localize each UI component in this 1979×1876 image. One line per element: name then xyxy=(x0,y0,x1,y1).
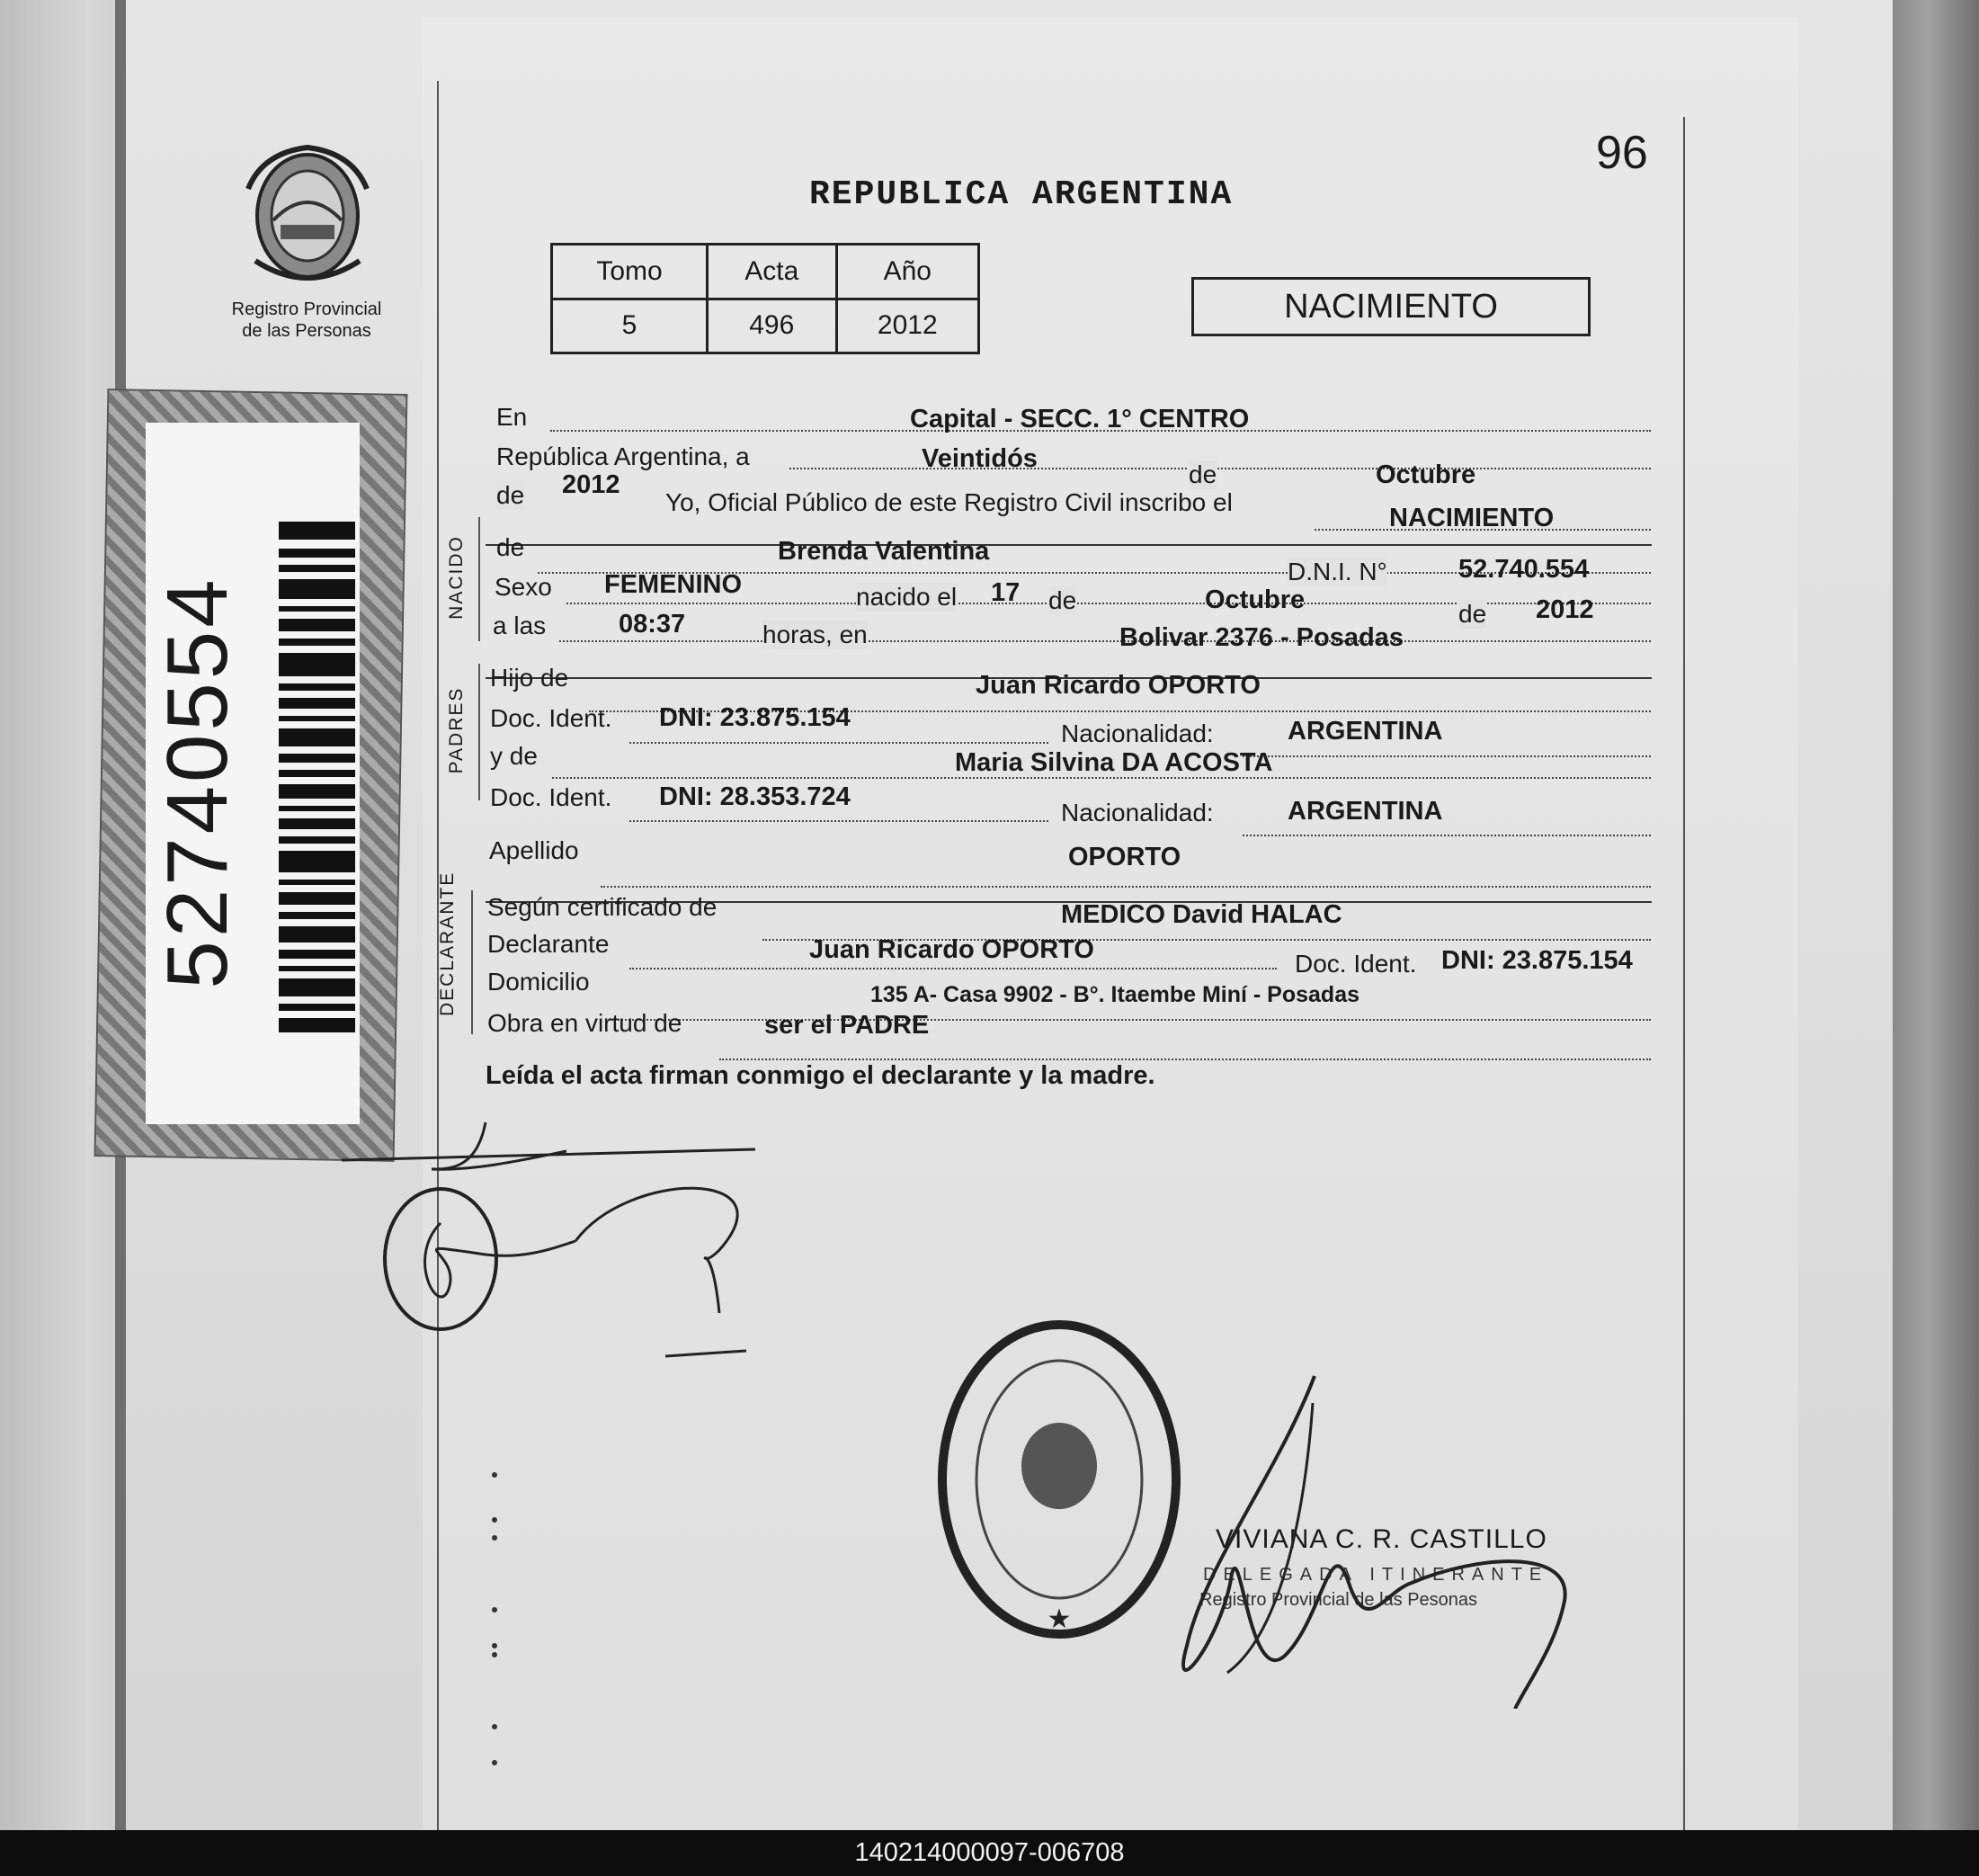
value-mother-nationality: ARGENTINA xyxy=(1288,797,1443,826)
dotted-line-mother-nat xyxy=(1243,835,1651,836)
value-year: 2012 xyxy=(562,470,620,499)
act-type-box: NACIMIENTO xyxy=(1191,277,1591,336)
dotted-line-obra xyxy=(719,1059,1651,1060)
label-declarante: Declarante xyxy=(487,930,610,958)
separator-line-1 xyxy=(486,544,1652,546)
label-de-month: de xyxy=(1189,460,1217,488)
handwritten-signatures xyxy=(342,1115,773,1367)
value-inscribo: NACIMIENTO xyxy=(1389,504,1555,532)
label-hijo-de: Hijo de xyxy=(490,664,569,692)
dotted-line-father-doc xyxy=(629,742,1048,744)
label-horas-en: horas, en xyxy=(762,621,868,648)
barcode-number: 52740554 xyxy=(149,576,245,989)
official-signature xyxy=(1169,1367,1582,1709)
label-y-de: y de xyxy=(490,742,538,770)
declarante-bracket xyxy=(471,890,473,1034)
label-doc-ident-mother: Doc. Ident. xyxy=(490,783,612,811)
label-domicilio: Domicilio xyxy=(487,968,590,996)
value-dni: 52.740.554 xyxy=(1458,555,1590,584)
label-republica: República Argentina, a xyxy=(496,442,750,470)
label-de-birth-year: de xyxy=(1458,600,1487,628)
dotted-line-sexo xyxy=(566,603,1651,604)
section-label-padres: PADRES xyxy=(446,686,467,774)
footer-document-code: 140214000097-006708 xyxy=(854,1838,1125,1867)
form-right-border xyxy=(1683,117,1685,1830)
value-birth-day: 17 xyxy=(991,578,1021,607)
registry-line-2: de las Personas xyxy=(242,321,371,341)
volume-table xyxy=(550,243,980,354)
svg-text:★: ★ xyxy=(1047,1604,1072,1635)
table-header-tomo: Tomo xyxy=(552,245,708,299)
value-birth-month: Octubre xyxy=(1205,585,1306,614)
background-right-margin xyxy=(1893,0,1979,1830)
label-apellido: Apellido xyxy=(489,836,579,864)
official-office: Registro Provincial de las Pesonas xyxy=(1199,1590,1478,1610)
value-place: Capital - SECC. 1° CENTRO xyxy=(910,405,1250,433)
label-doc-ident-declarante: Doc. Ident. xyxy=(1295,950,1417,978)
label-nacido-el: nacido el xyxy=(856,583,958,611)
value-day: Veintidós xyxy=(922,444,1038,473)
table-value-acta: 496 xyxy=(708,299,837,353)
label-segun-certificado: Según certificado de xyxy=(487,893,718,921)
registry-line-1: Registro Provincial xyxy=(231,299,382,319)
value-birth-year: 2012 xyxy=(1536,595,1594,624)
dotted-line-date xyxy=(789,468,1651,469)
page-number: 96 xyxy=(1596,127,1648,179)
label-dni: D.N.I. N° xyxy=(1288,558,1387,585)
value-month: Octubre xyxy=(1376,460,1476,489)
label-nacionalidad-mother: Nacionalidad: xyxy=(1061,799,1214,826)
barcode-bars xyxy=(279,522,355,1039)
label-nacionalidad-father: Nacionalidad: xyxy=(1061,719,1214,747)
label-de-name: de xyxy=(496,533,525,561)
label-yo-oficial: Yo, Oficial Público de este Registro Civil inscribo el xyxy=(665,488,1233,516)
label-en: En xyxy=(496,403,528,431)
dotted-line-father-nat xyxy=(1243,755,1651,757)
value-birth-place: Bolivar 2376 - Posadas xyxy=(1119,623,1404,652)
table-header-acta: Acta xyxy=(708,245,837,299)
value-domicilio: 135 A- Casa 9902 - B°. Itaembe Miní - Posadas xyxy=(870,982,1360,1007)
value-child-name: Brenda Valentina xyxy=(778,537,990,566)
label-a-las: a las xyxy=(493,612,547,639)
dotted-line-declarante xyxy=(629,968,1277,969)
value-mother-name: Maria Silvina DA ACOSTA xyxy=(955,748,1273,777)
value-father-nationality: ARGENTINA xyxy=(1288,717,1443,746)
value-obra: ser el PADRE xyxy=(764,1011,930,1040)
value-father-doc: DNI: 23.875.154 xyxy=(659,703,851,732)
value-birth-time: 08:37 xyxy=(619,610,686,639)
value-sexo: FEMENINO xyxy=(604,570,743,599)
closing-statement: Leída el acta firman conmigo el declarante y la madre. xyxy=(486,1061,1155,1090)
official-round-stamp xyxy=(933,1318,1185,1646)
dotted-line-time xyxy=(559,640,1651,642)
value-declarante: Juan Ricardo OPORTO xyxy=(809,935,1094,964)
official-title: DELEGADA ITINERANTE xyxy=(1203,1565,1549,1585)
value-father-name: Juan Ricardo OPORTO xyxy=(976,671,1261,700)
value-declarante-doc: DNI: 23.875.154 xyxy=(1441,946,1633,975)
table-value-ano: 2012 xyxy=(836,299,978,353)
country-title: REPUBLICA ARGENTINA xyxy=(809,175,1234,214)
registry-name xyxy=(212,299,401,342)
label-de-birth-month: de xyxy=(1048,586,1077,614)
value-certificado: MEDICO David HALAC xyxy=(1061,900,1342,929)
label-de-year: de xyxy=(496,481,525,509)
label-sexo: Sexo xyxy=(495,573,552,601)
value-apellido: OPORTO xyxy=(1068,843,1181,871)
official-name: VIVIANA C. R. CASTILLO xyxy=(1216,1524,1547,1554)
margin-marks xyxy=(486,1466,513,1790)
table-header-ano: Año xyxy=(836,245,978,299)
padres-bracket xyxy=(478,664,480,800)
label-obra-en-virtud: Obra en virtud de xyxy=(487,1009,682,1037)
dotted-line-apellido xyxy=(601,886,1651,888)
label-doc-ident-father: Doc. Ident. xyxy=(490,704,612,732)
nacido-bracket xyxy=(478,517,480,641)
section-label-declarante: DECLARANTE xyxy=(437,871,458,1016)
misiones-coat-of-arms-logo xyxy=(236,135,379,292)
table-value-tomo: 5 xyxy=(552,299,708,353)
section-label-nacido: NACIDO xyxy=(446,535,467,620)
dotted-line-mother-doc xyxy=(629,820,1048,822)
value-mother-doc: DNI: 28.353.724 xyxy=(659,782,851,811)
